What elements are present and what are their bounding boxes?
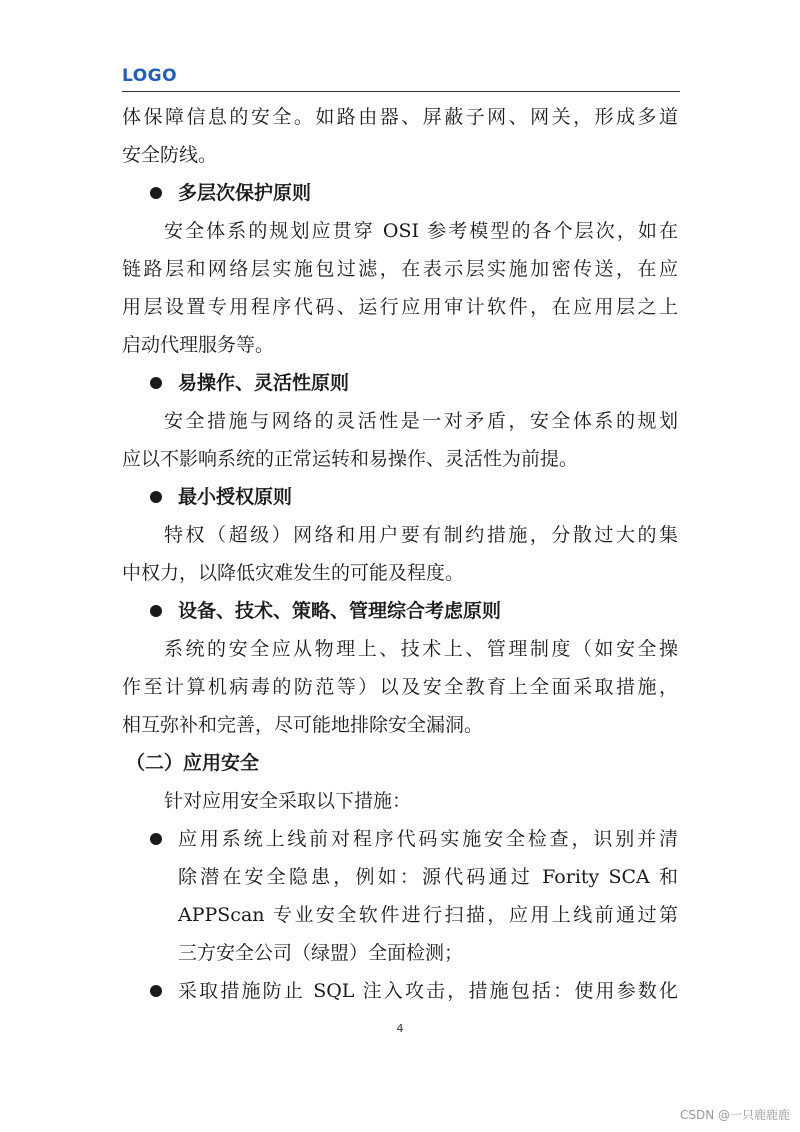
page-number: 4 [396,1022,404,1035]
principle-heading-easy-flexible [122,364,678,402]
paragraph-line: 三方安全公司（绿盟）全面检测； [178,942,464,964]
paragraph-line: 应以不影响系统的正常运转和易操作、灵活性为前提。 [122,448,579,470]
section-heading-app-security: （二）应用安全 [126,752,260,774]
paragraph-line: 作至计算机病毒的防范等）以及安全教育上全面采取措施， [122,676,678,698]
paragraph-line: 除潜在安全隐患，例如：源代码通过 Fority SCA 和 [178,866,678,888]
paragraph-line: APPScan 专业安全软件进行扫描，应用上线前通过第 [178,904,678,926]
header-logo: LOGO [122,66,178,86]
bullet-icon [150,605,162,617]
paragraph-line: 启动代理服务等。 [122,334,275,356]
paragraph-line: 安全体系的规划应贯穿 OSI 参考模型的各个层次，如在 [164,220,678,242]
heading-text: 设备、技术、策略、管理综合考虑原则 [178,600,502,622]
paragraph-line: 体保障信息的安全。如路由器、屏蔽子网、网关，形成多道 [122,106,678,128]
bullet-icon [150,985,162,997]
principle-heading-least-privilege [122,478,678,516]
paragraph-line: 特权（超级）网络和用户要有制约措施，分散过大的集 [164,524,678,546]
csdn-watermark: CSDN @一只鹿鹿鹿 [679,1108,790,1122]
bullet-item-sql-injection [122,972,678,1010]
principle-heading-comprehensive [122,592,678,630]
paragraph-line: 安全措施与网络的灵活性是一对矛盾，安全体系的规划 [164,410,678,432]
bullet-icon [150,833,162,845]
header-divider [122,91,680,92]
heading-text: 多层次保护原则 [178,182,312,204]
paragraph-line: 中权力，以降低灾难发生的可能及程度。 [122,562,465,584]
paragraph-line: 针对应用安全采取以下措施： [164,790,412,812]
page-content [122,98,678,1010]
bullet-icon [150,377,162,389]
heading-text: 最小授权原则 [178,486,293,508]
paragraph-line: 用层设置专用程序代码、运行应用审计软件，在应用层之上 [122,296,678,318]
principle-heading-multi-layer [122,174,678,212]
bullet-text: 应用系统上线前对程序代码实施安全检查，识别并清 [178,828,678,850]
paragraph-line: 相互弥补和完善，尽可能地排除安全漏洞。 [122,714,484,736]
bullet-text: 采取措施防止 SQL 注入攻击，措施包括：使用参数化 [178,980,678,1002]
heading-text: 易操作、灵活性原则 [178,372,350,394]
paragraph-line: 系统的安全应从物理上、技术上、管理制度（如安全操 [164,638,678,660]
bullet-icon [150,187,162,199]
paragraph-line: 安全防线。 [122,144,218,166]
bullet-item-code-check [122,820,678,858]
paragraph-line: 链路层和网络层实施包过滤，在表示层实施加密传送，在应 [122,258,678,280]
bullet-icon [150,491,162,503]
